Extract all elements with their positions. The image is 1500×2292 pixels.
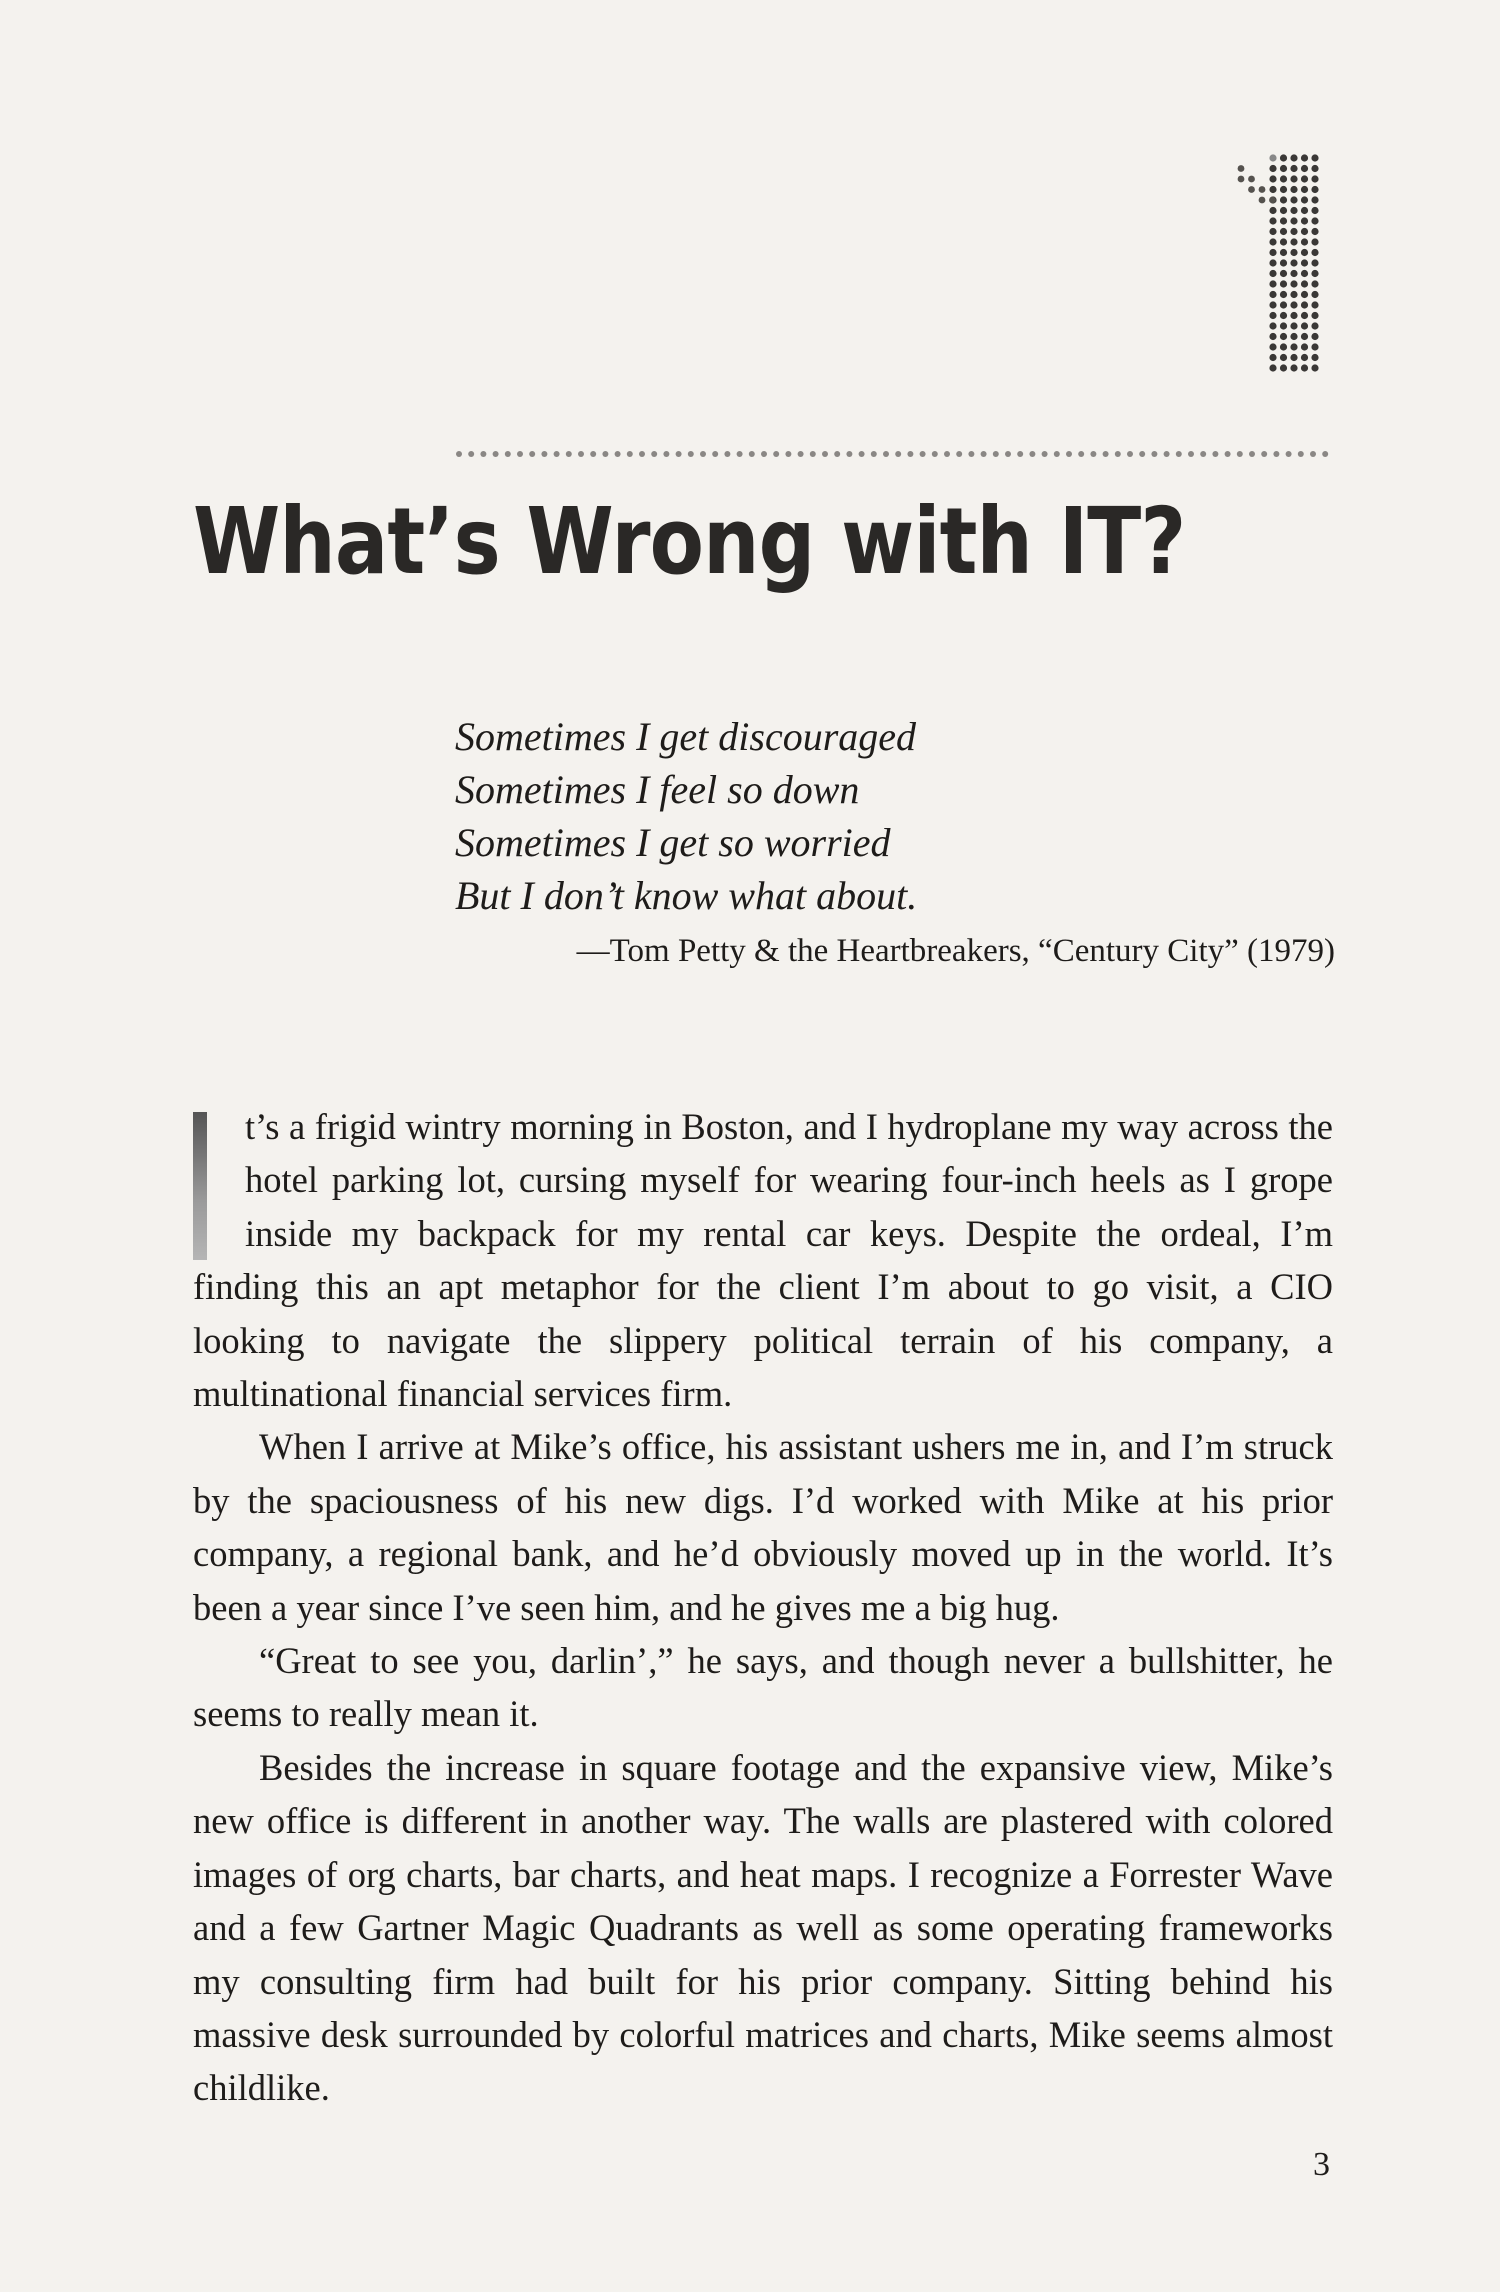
rule-dot	[1054, 451, 1060, 457]
paragraph-1	[193, 1100, 1333, 1420]
numeral-dot	[1280, 175, 1287, 182]
numeral-dot	[1301, 354, 1308, 361]
numeral-dot	[1311, 312, 1318, 319]
rule-dot	[688, 451, 694, 457]
rule-dot	[932, 451, 938, 457]
rule-dot	[1115, 451, 1121, 457]
rule-dot	[1237, 451, 1243, 457]
numeral-dot	[1269, 322, 1276, 329]
numeral-dot	[1269, 186, 1276, 193]
rule-dot	[822, 451, 828, 457]
numeral-dot	[1280, 343, 1287, 350]
numeral-dot	[1290, 154, 1297, 161]
numeral-dot	[1311, 228, 1318, 235]
rule-dot	[1066, 451, 1072, 457]
numeral-dot	[1280, 280, 1287, 287]
rule-dot	[981, 451, 987, 457]
dotted-rule	[455, 449, 1335, 459]
numeral-dot	[1311, 354, 1318, 361]
rule-dot	[1103, 451, 1109, 457]
numeral-dot	[1311, 186, 1318, 193]
numeral-dot	[1311, 207, 1318, 214]
rule-dot	[871, 451, 877, 457]
numeral-dot	[1280, 312, 1287, 319]
rule-dot	[1261, 451, 1267, 457]
rule-dot	[1273, 451, 1279, 457]
numeral-dot	[1269, 154, 1276, 161]
numeral-dot	[1290, 364, 1297, 371]
rule-dot	[1029, 451, 1035, 457]
rule-dot	[907, 451, 913, 457]
numeral-dot	[1269, 249, 1276, 256]
numeral-dot	[1290, 312, 1297, 319]
numeral-dot	[1301, 280, 1308, 287]
numeral-dot	[1301, 238, 1308, 245]
rule-dot	[1005, 451, 1011, 457]
numeral-dot	[1311, 249, 1318, 256]
rule-dot	[1151, 451, 1157, 457]
numeral-dot	[1280, 196, 1287, 203]
numeral-dot	[1290, 333, 1297, 340]
numeral-dot	[1290, 196, 1297, 203]
numeral-dot	[1290, 301, 1297, 308]
drop-cap-i	[193, 1112, 207, 1260]
numeral-dot	[1269, 228, 1276, 235]
numeral-dot	[1311, 322, 1318, 329]
rule-dot	[859, 451, 865, 457]
rule-dot	[602, 451, 608, 457]
body-text	[193, 1100, 1333, 2115]
dotted-rule-dots	[455, 449, 1335, 459]
numeral-dot	[1280, 154, 1287, 161]
numeral-dot	[1290, 343, 1297, 350]
rule-dot	[1042, 451, 1048, 457]
numeral-dot	[1269, 175, 1276, 182]
rule-dot	[1322, 451, 1328, 457]
chapter-number-dots	[1215, 150, 1330, 385]
numeral-dot	[1290, 291, 1297, 298]
numeral-dot	[1248, 186, 1255, 193]
numeral-dot	[1269, 217, 1276, 224]
rule-dot	[1200, 451, 1206, 457]
numeral-dot	[1301, 196, 1308, 203]
numeral-dot	[1280, 207, 1287, 214]
epigraph-line: Sometimes I get discouraged	[455, 714, 917, 759]
numeral-dot	[1269, 270, 1276, 277]
numeral-dot	[1311, 301, 1318, 308]
numeral-dot	[1311, 154, 1318, 161]
numeral-dot	[1311, 175, 1318, 182]
numeral-dot	[1311, 259, 1318, 266]
numeral-dot	[1301, 259, 1308, 266]
paragraph-4: Besides the increase in square footage and the expansive view, Mike’s new office is different in another way. The walls are plastered with colored images of org charts, bar charts, and heat maps. I recognize a Forrester Wave and a few Gartner Magic Quadrants as well as some operating frameworks my consulting firm had built for his prior company. Sitting behind his massive desk surrounded by colorful matrices and charts, Mike seems almost childlike.	[193, 1746, 1333, 2109]
rule-dot	[810, 451, 816, 457]
epigraph	[455, 710, 1335, 976]
numeral-dot	[1311, 217, 1318, 224]
rule-dot	[1164, 451, 1170, 457]
paragraph-3: “Great to see you, darlin’,” he says, and though never a bullshitter, he seems to really mean it.	[193, 1640, 1333, 1735]
numeral-dot	[1269, 197, 1276, 204]
numeral-dot	[1280, 270, 1287, 277]
numeral-dot	[1301, 217, 1308, 224]
numeral-dot	[1280, 249, 1287, 256]
numeral-dot	[1269, 165, 1276, 172]
numeral-dot	[1290, 186, 1297, 193]
numeral-dot	[1301, 175, 1308, 182]
numeral-dot	[1259, 186, 1266, 193]
numeral-dot	[1301, 333, 1308, 340]
numeral-dot	[1301, 154, 1308, 161]
numeral-dot	[1269, 280, 1276, 287]
numeral-dot	[1290, 217, 1297, 224]
rule-dot	[724, 451, 730, 457]
rule-dot	[737, 451, 743, 457]
paragraph-1-text: t’s a frigid wintry morning in Boston, and I hydroplane my way across the hotel parking lot, cursing myself for wearing four-inch heels as I grope inside my backpack for my rental car keys. Despite the ordeal, I’m finding this an apt metaphor for the client I’m about to go visit, a CIO looking to navigate the slippery political terrain of his company, a multinational financial services firm.	[193, 1106, 1333, 1415]
numeral-dot	[1269, 301, 1276, 308]
rule-dot	[834, 451, 840, 457]
numeral-dot	[1301, 364, 1308, 371]
numeral-dot	[1301, 301, 1308, 308]
rule-dot	[883, 451, 889, 457]
rule-dot	[1212, 451, 1218, 457]
rule-dot	[846, 451, 852, 457]
numeral-dot	[1238, 176, 1245, 183]
rule-dot	[968, 451, 974, 457]
numeral-dot	[1290, 165, 1297, 172]
rule-dot	[1188, 451, 1194, 457]
rule-dot	[895, 451, 901, 457]
chapter-number-graphic	[1215, 150, 1330, 385]
numeral-dot	[1290, 322, 1297, 329]
numeral-dot	[1311, 238, 1318, 245]
numeral-dot	[1311, 343, 1318, 350]
numeral-dot	[1301, 165, 1308, 172]
rule-dot	[590, 451, 596, 457]
numeral-dot	[1301, 207, 1308, 214]
numeral-dot	[1280, 354, 1287, 361]
numeral-dot	[1301, 322, 1308, 329]
numeral-dot	[1311, 196, 1318, 203]
rule-dot	[529, 451, 535, 457]
numeral-dot	[1290, 238, 1297, 245]
numeral-dot	[1280, 301, 1287, 308]
rule-dot	[663, 451, 669, 457]
rule-dot	[456, 451, 462, 457]
rule-dot	[566, 451, 572, 457]
numeral-dot	[1301, 343, 1308, 350]
numeral-dot	[1301, 228, 1308, 235]
numeral-dot	[1311, 280, 1318, 287]
rule-dot	[578, 451, 584, 457]
rule-dot	[773, 451, 779, 457]
numeral-dot	[1259, 197, 1266, 204]
numeral-dot	[1280, 228, 1287, 235]
rule-dot	[798, 451, 804, 457]
numeral-dot	[1290, 175, 1297, 182]
numeral-dot	[1311, 333, 1318, 340]
rule-dot	[517, 451, 523, 457]
rule-dot	[480, 451, 486, 457]
rule-dot	[1298, 451, 1304, 457]
numeral-dot	[1269, 259, 1276, 266]
chapter-title: What’s Wrong with IT?	[193, 488, 1186, 595]
rule-dot	[944, 451, 950, 457]
numeral-dot	[1301, 291, 1308, 298]
numeral-dot	[1290, 259, 1297, 266]
numeral-dot	[1311, 364, 1318, 371]
rule-dot	[1090, 451, 1096, 457]
epigraph-line: But I don’t know what about.	[455, 873, 918, 918]
rule-dot	[505, 451, 511, 457]
numeral-dot	[1269, 291, 1276, 298]
numeral-dot	[1280, 364, 1287, 371]
numeral-dot	[1269, 354, 1276, 361]
rule-dot	[639, 451, 645, 457]
numeral-dot	[1290, 249, 1297, 256]
numeral-dot	[1269, 343, 1276, 350]
rule-dot	[700, 451, 706, 457]
numeral-dot	[1290, 270, 1297, 277]
numeral-dot	[1280, 291, 1287, 298]
numeral-dot	[1301, 249, 1308, 256]
rule-dot	[1249, 451, 1255, 457]
rule-dot	[712, 451, 718, 457]
numeral-dot	[1280, 217, 1287, 224]
numeral-dot	[1311, 165, 1318, 172]
numeral-dot	[1269, 312, 1276, 319]
rule-dot	[920, 451, 926, 457]
numeral-dot	[1290, 228, 1297, 235]
rule-dot	[993, 451, 999, 457]
numeral-dot	[1290, 207, 1297, 214]
numeral-dot	[1280, 186, 1287, 193]
numeral-dot	[1280, 333, 1287, 340]
rule-dot	[1225, 451, 1231, 457]
numeral-dot	[1311, 291, 1318, 298]
rule-dot	[749, 451, 755, 457]
numeral-dot	[1301, 186, 1308, 193]
rule-dot	[1286, 451, 1292, 457]
rule-dot	[956, 451, 962, 457]
rule-dot	[1176, 451, 1182, 457]
rule-dot	[676, 451, 682, 457]
rule-dot	[1127, 451, 1133, 457]
numeral-dot	[1269, 207, 1276, 214]
numeral-dot	[1311, 270, 1318, 277]
rule-dot	[761, 451, 767, 457]
rule-dot	[651, 451, 657, 457]
rule-dot	[615, 451, 621, 457]
epigraph-line: Sometimes I get so worried	[455, 820, 891, 865]
rule-dot	[1017, 451, 1023, 457]
rule-dot	[1310, 451, 1316, 457]
numeral-dot	[1301, 312, 1308, 319]
rule-dot	[468, 451, 474, 457]
rule-dot	[1078, 451, 1084, 457]
numeral-dot	[1269, 238, 1276, 245]
rule-dot	[493, 451, 499, 457]
numeral-dot	[1269, 364, 1276, 371]
numeral-dot	[1280, 165, 1287, 172]
numeral-dot	[1290, 354, 1297, 361]
rule-dot	[541, 451, 547, 457]
rule-dot	[785, 451, 791, 457]
epigraph-line: Sometimes I feel so down	[455, 767, 860, 812]
numeral-dot	[1280, 322, 1287, 329]
numeral-dot	[1301, 270, 1308, 277]
numeral-dot	[1269, 333, 1276, 340]
numeral-dot	[1280, 238, 1287, 245]
page-number: 3	[1313, 2146, 1330, 2183]
numeral-dot	[1280, 259, 1287, 266]
numeral-dot	[1238, 165, 1245, 172]
epigraph-attribution: —Tom Petty & the Heartbreakers, “Century City” (1979)	[576, 933, 1335, 969]
rule-dot	[627, 451, 633, 457]
numeral-dot	[1290, 280, 1297, 287]
paragraph-2: When I arrive at Mike’s office, his assistant ushers me in, and I’m struck by the spaciousness of his new digs. I’d worked with Mike at his prior company, a regional bank, and he’d obviously moved up in the world. It’s been a year since I’ve seen him, and he gives me a big hug.	[193, 1426, 1333, 1628]
rule-dot	[554, 451, 560, 457]
rule-dot	[1139, 451, 1145, 457]
numeral-dot	[1248, 176, 1255, 183]
